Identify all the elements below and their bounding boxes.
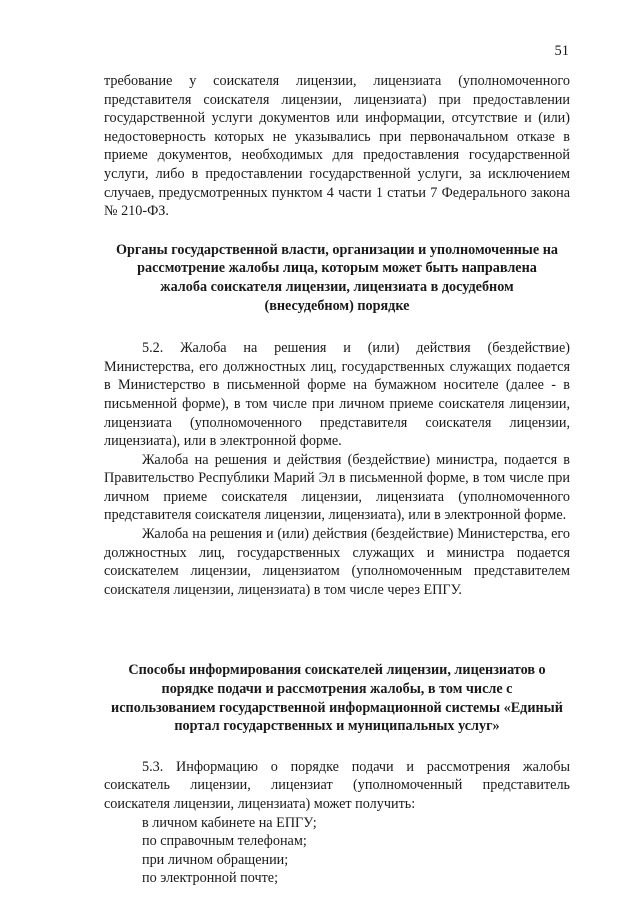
list-item: по справочным телефонам; (142, 833, 307, 850)
page-content (104, 72, 570, 888)
paragraph-5-3: 5.3. Информацию о порядке подачи и рассмотрения жалобы соискатель лицензии, лицензиат (уполномоченный представитель соискателя лицензии, лицензиата) может получить: (104, 758, 570, 812)
list-item: по электронной почте; (142, 870, 279, 887)
paragraph-minister-complaint: Жалоба на решения и действия (бездействие) министра, подается в Правительство Республики Марий Эл в письменной форме, в том числе при личном приеме соискателя лицензии, лицензиата (уполномоченного представителя соискателя лицензии, лицензиата), или в электронной форме. (104, 451, 570, 524)
paragraph-5-2: 5.2. Жалоба на решения и (или) действия (бездействие) Министерства, его должностных лиц, государственных служащих подается в Министерство в письменной форме на бумажном носителе (далее - в письменной форме), в том числе при личном приеме соискателя лицензии, лицензиата (уполномоченного представителя соискателя лицензии, лицензиата), или в электронной форме. (104, 340, 570, 450)
intro-paragraph: требование у соискателя лицензии, лицензиата (уполномоченного представителя соискателя лицензии, лицензиата) при предоставлении государственной услуги документов или информации, отсутствие и (или) недостоверность которых не указывались при первоначальном отказе в приеме документов, необходимых для предоставления государственной услуги, либо в предоставлении государственной услуги, за исключением случаев, предусмотренных пунктом 4 части 1 статьи 7 Федерального закона № 210-ФЗ. (104, 73, 570, 220)
section-heading-complaint-bodies: Органы государственной власти, организации и уполномоченные на рассмотрение жалобы лица, которым может быть направлена жалоба соискателя лицензии, лицензиата в досудебном (внесудебном) порядке (116, 241, 558, 314)
informing-methods-list (104, 814, 570, 888)
paragraph-epgu-complaint: Жалоба на решения и (или) действия (бездействие) Министерства, его должностных лиц, государственных служащих и министра подается соискателем лицензии, лицензиатом (уполномоченным представителем соискателя лицензии, лицензиата) в том числе через ЕПГУ. (104, 526, 570, 598)
list-item: в личном кабинете на ЕПГУ; (142, 814, 317, 831)
list-item: при личном обращении; (142, 851, 289, 868)
section-heading-informing-methods: Способы информирования соискателей лицензии, лицензиатов о порядке подачи и рассмотрения жалобы, в том числе с использованием государственной информационной системы «Единый портал государственных и муниципальных услуг» (111, 662, 563, 735)
page-number: 51 (554, 43, 569, 59)
